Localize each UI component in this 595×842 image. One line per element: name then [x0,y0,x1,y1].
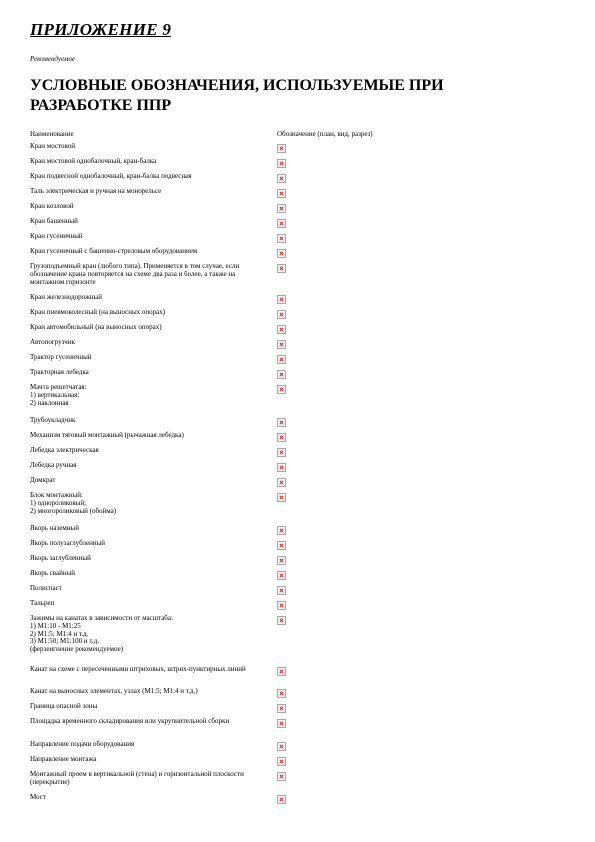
table-row-name: Полиспаст [30,584,62,592]
recommended-note: Рекомендуемое [30,55,75,63]
table-row-name: Граница опасной зоны [30,702,98,710]
broken-image-icon [277,616,286,625]
table-row-name: Якорь полузаглубленный [30,539,106,547]
table-row-name: Якорь наземный [30,524,80,532]
broken-image-icon [277,310,286,319]
broken-image-icon [277,264,286,273]
broken-image-icon [277,418,286,427]
broken-image-icon [277,541,286,550]
table-row-name: Кран гусеничный с башенно-стреловым оборудованием [30,247,198,255]
table-row-name: Тальреп [30,599,55,607]
broken-image-icon [277,204,286,213]
broken-image-icon [277,325,286,334]
broken-image-icon [277,448,286,457]
broken-image-icon [277,704,286,713]
broken-image-icon [277,719,286,728]
table-row-name: Кран подвесной однобалочный, кран-балка подвесная [30,172,192,180]
broken-image-icon [277,370,286,379]
table-row-name: Трактор гусеничный [30,353,92,361]
table-row-name: Мост [30,793,46,801]
broken-image-icon [277,556,286,565]
table-row-name: Якорь заглубленный [30,554,91,562]
broken-image-icon [277,478,286,487]
table-row-name: Площадка временного складирования или укрупнительной сборки [30,717,230,725]
table-row-name: Зажимы на канатах в зависимости от масштаба: 1) М1:10 - М1:25 2) М1:5; М1:4 и т.д. 3) М1:50; М1:100 и т.д. (ферзеигнение рекомендуемое) [30,614,173,654]
broken-image-icon [277,493,286,502]
broken-image-icon [277,463,286,472]
broken-image-icon [277,772,286,781]
broken-image-icon [277,586,286,595]
table-row-name: Кран пневмоколесный (на выносных опорах) [30,308,166,316]
table-row-name: Кран мостовой [30,142,75,150]
broken-image-icon [277,295,286,304]
broken-image-icon [277,526,286,535]
broken-image-icon [277,571,286,580]
table-row-name: Кран мостовой однобалочный, кран-балка [30,157,157,165]
table-row-name: Монтажный проем в вертикальной (стена) и горизонтальной плоскости (перекрытие) [30,770,244,786]
broken-image-icon [277,742,286,751]
broken-image-icon [277,667,286,676]
table-row-name: Трубоукладчик [30,416,76,424]
appendix-heading: ПРИЛОЖЕНИЕ 9 [30,20,172,39]
table-row-name: Домкрат [30,476,56,484]
table-row-name: Лебедка ручная [30,461,77,469]
table-row-name: Кран автомобильный (на выносных опорах) [30,323,162,331]
table-row-name: Механизм тяговый монтажный (рычажная лебедка) [30,431,184,439]
table-row-name: Блок монтажный: 1) однороликовый; 2) многороликовый (обойма) [30,491,117,515]
broken-image-icon [277,757,286,766]
table-row-name: Лебедка электрическая [30,446,99,454]
table-row-name: Кран козловой [30,202,74,210]
broken-image-icon [277,189,286,198]
broken-image-icon [277,601,286,610]
table-row-name: Кран башенный [30,217,78,225]
broken-image-icon [277,340,286,349]
document-title: УСЛОВНЫЕ ОБОЗНАЧЕНИЯ, ИСПОЛЬЗУЕМЫЕ ПРИ РАЗРАБОТКЕ ППР [30,77,444,114]
table-row-name: Кран гусеничный [30,232,83,240]
table-row-name: Грузоподъемный кран (любого типа). Применяется в том случае, если обозначение крана повторяется на схеме два раза и более, а также на монтажном горизонте [30,262,240,286]
broken-image-icon [277,433,286,442]
column-header-symbol: Обозначение (план, вид, разрез) [277,130,373,138]
table-row-name: Кран железнодорожный [30,293,103,301]
broken-image-icon [277,795,286,804]
broken-image-icon [277,249,286,258]
table-row-name: Мачта решетчатая: 1) вертикальная; 2) наклонная [30,383,87,407]
table-row-name: Таль электрическая и ручная на монорельсе [30,187,162,195]
broken-image-icon [277,174,286,183]
broken-image-icon [277,159,286,168]
table-row-name: Канат на выносных элементах, узлах (М1:5; М1:4 и т.д.) [30,687,198,695]
broken-image-icon [277,144,286,153]
column-header-name: Наименование [30,130,74,138]
table-row-name: Якорь свайный [30,569,76,577]
table-row-name: Тракторная лебедка [30,368,89,376]
table-row-name: Направление монтажа [30,755,97,763]
broken-image-icon [277,385,286,394]
table-row-name: Автопогрузчик [30,338,75,346]
broken-image-icon [277,355,286,364]
broken-image-icon [277,219,286,228]
table-row-name: Канат на схеме с пересеченными штриховых, штрих-пунктирных линий [30,665,246,673]
table-row-name: Направление подачи оборудования [30,740,135,748]
broken-image-icon [277,234,286,243]
broken-image-icon [277,689,286,698]
